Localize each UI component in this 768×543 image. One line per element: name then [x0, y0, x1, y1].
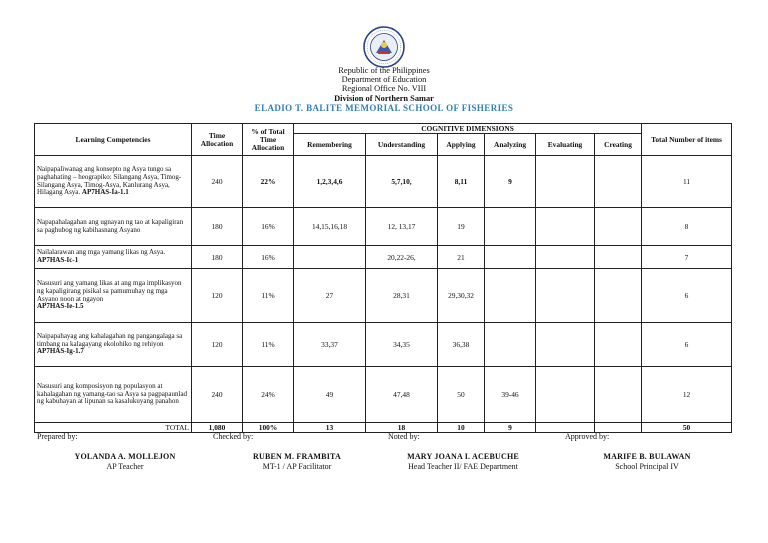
analyzing-cell [485, 208, 536, 246]
total-creating [595, 423, 642, 433]
competency-cell: Naipapahayag ang kahalagahan ng pangangalaga sa timbang na kalagayang ekolohiko ng rehiyon AP7HAS-Ig-1.7 [35, 323, 192, 367]
checked-by-label: Checked by: [213, 432, 254, 441]
header-analyzing: Analyzing [485, 134, 536, 156]
percent-cell: 16% [243, 208, 294, 246]
document-header [0, 66, 768, 113]
total-items: 50 [642, 423, 732, 433]
understanding-cell: 34,35 [366, 323, 438, 367]
total-cell: 11 [642, 156, 732, 208]
time-cell: 180 [192, 246, 243, 269]
noted-by-label: Noted by: [388, 432, 420, 441]
header-applying: Applying [438, 134, 485, 156]
evaluating-cell [536, 323, 595, 367]
applying-cell: 36,38 [438, 323, 485, 367]
approved-by-label: Approved by: [565, 432, 610, 441]
evaluating-cell [536, 367, 595, 423]
table-row [35, 323, 732, 367]
evaluating-cell [536, 156, 595, 208]
competency-cell: Nailalarawan ang mga yamang likas ng Asya. AP7HAS-Ic-1 [35, 246, 192, 269]
signature-block-preparer [50, 452, 200, 471]
signatory-title: AP Teacher [106, 461, 144, 471]
total-row [35, 423, 732, 433]
table-row [35, 208, 732, 246]
remembering-cell: 33,37 [294, 323, 366, 367]
table-row [35, 156, 732, 208]
total-analyzing: 9 [485, 423, 536, 433]
header-total-items: Total Number of items [642, 124, 732, 156]
competency-cell: Nasusuri ang komposisyon ng populasyon at kahalagahan ng yamang-tao sa Asya sa pagpapaunlad ng kabuhayan at lipunan sa kasalukuyang panahon [35, 367, 192, 423]
signature-block-noter [383, 452, 543, 471]
applying-cell: 8,11 [438, 156, 485, 208]
total-applying: 10 [438, 423, 485, 433]
time-cell: 240 [192, 156, 243, 208]
remembering-cell [294, 246, 366, 269]
analyzing-cell [485, 323, 536, 367]
header-time-allocation: Time Allocation [192, 124, 243, 156]
remembering-cell: 14,15,16,18 [294, 208, 366, 246]
signatory-name: MARIFE B. BULAWAN [603, 452, 691, 461]
signatory-name: YOLANDA A. MOLLEJON [74, 452, 176, 461]
time-cell: 120 [192, 323, 243, 367]
signatory-title: School Principal IV [615, 461, 679, 471]
signatory-name: MARY JOANA I. ACEBUCHE [407, 452, 519, 461]
applying-cell: 19 [438, 208, 485, 246]
analyzing-cell: 39-46 [485, 367, 536, 423]
percent-cell: 11% [243, 323, 294, 367]
creating-cell [595, 246, 642, 269]
prepared-by-label: Prepared by: [37, 432, 78, 441]
signatory-name: RUBEN M. FRAMBITA [253, 452, 341, 461]
signature-block-approver [572, 452, 722, 471]
analyzing-cell: 9 [485, 156, 536, 208]
header-department: Department of Education [341, 75, 427, 85]
remembering-cell: 1,2,3,4,6 [294, 156, 366, 208]
header-percent-time: % of Total Time Allocation [243, 124, 294, 156]
percent-cell: 11% [243, 269, 294, 323]
percent-cell: 24% [243, 367, 294, 423]
total-cell: 12 [642, 367, 732, 423]
evaluating-cell [536, 208, 595, 246]
understanding-cell: 12, 13,17 [366, 208, 438, 246]
competency-cell: Nasusuri ang yamang likas at ang mga implikasyon ng kapaligirang pisikal sa pamumuhay ng mga Asyano noon at ngayon AP7HAS-Ie-1.5 [35, 269, 192, 323]
total-cell: 6 [642, 269, 732, 323]
applying-cell: 29,30,32 [438, 269, 485, 323]
table-row [35, 269, 732, 323]
total-cell: 8 [642, 208, 732, 246]
evaluating-cell [536, 269, 595, 323]
applying-cell: 21 [438, 246, 485, 269]
signatory-title: MT-1 / AP Facilitator [262, 461, 332, 471]
creating-cell [595, 323, 642, 367]
creating-cell [595, 208, 642, 246]
competency-cell: Napapahalagahan ang ugnayan ng tao at kapaligiran sa paghubog ng kabihasnang Asyano [35, 208, 192, 246]
total-time: 1,080 [192, 423, 243, 433]
table-of-specification [34, 123, 732, 433]
signature-block-checker [222, 452, 372, 471]
analyzing-cell [485, 269, 536, 323]
understanding-cell: 28,31 [366, 269, 438, 323]
header-understanding: Understanding [366, 134, 438, 156]
analyzing-cell [485, 246, 536, 269]
total-evaluating [536, 423, 595, 433]
header-region: Regional Office No. VIII [341, 84, 427, 94]
creating-cell [595, 269, 642, 323]
header-cognitive-dimensions: COGNITIVE DIMENSIONS [294, 124, 642, 134]
time-cell: 180 [192, 208, 243, 246]
header-remembering: Remembering [294, 134, 366, 156]
understanding-cell: 5,7,10, [366, 156, 438, 208]
total-cell: 7 [642, 246, 732, 269]
signatory-title: Head Teacher II/ FAE Department [408, 461, 518, 471]
total-remembering: 13 [294, 423, 366, 433]
table-row [35, 246, 732, 269]
percent-cell: 16% [243, 246, 294, 269]
total-label: TOTAL [35, 423, 192, 433]
understanding-cell: 20,22-26, [366, 246, 438, 269]
percent-cell: 22% [243, 156, 294, 208]
header-creating: Creating [595, 134, 642, 156]
creating-cell [595, 156, 642, 208]
deped-seal-logo [363, 26, 405, 68]
header-evaluating: Evaluating [536, 134, 595, 156]
time-cell: 240 [192, 367, 243, 423]
understanding-cell: 47,48 [366, 367, 438, 423]
header-competencies: Learning Competencies [35, 124, 192, 156]
header-country: Republic of the Philippines [338, 66, 430, 75]
time-cell: 120 [192, 269, 243, 323]
applying-cell: 50 [438, 367, 485, 423]
total-percent: 100% [243, 423, 294, 433]
creating-cell [595, 367, 642, 423]
table-row [35, 367, 732, 423]
total-cell: 6 [642, 323, 732, 367]
remembering-cell: 49 [294, 367, 366, 423]
total-understanding: 18 [366, 423, 438, 433]
evaluating-cell [536, 246, 595, 269]
remembering-cell: 27 [294, 269, 366, 323]
header-school: ELADIO T. BALITE MEMORIAL SCHOOL OF FISHERIES [254, 102, 514, 113]
competency-cell: Naipapaliwanag ang konsepto ng Asya tungo sa paghahating – heograpiko: Silangang Asya, Timog- Silangang Asya, Timog-Asya, Kanlurang Asya, Hilagang Asya. AP7HAS-Ia-1.1 [35, 156, 192, 208]
header-division: Division of Northern Samar [334, 93, 434, 103]
